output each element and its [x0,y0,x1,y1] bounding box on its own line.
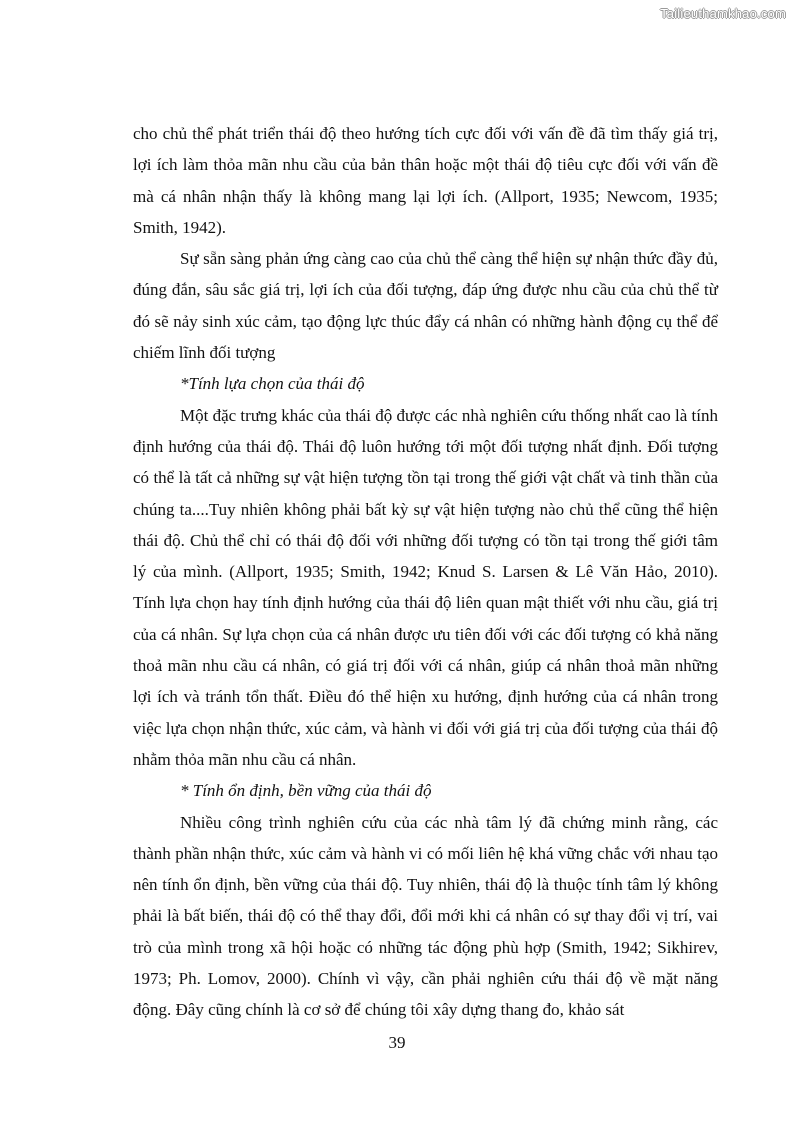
heading-stability: * Tính ổn định, bền vững của thái độ [180,781,432,801]
paragraph-readiness: Sự sẵn sàng phản ứng càng cao của chủ thể càng thể hiện sự nhận thức đầy đủ, đúng đắn, sâu sắc giá trị, lợi ích của đối tượng, đáp ứng được nhu cầu của chủ thể từ đó sẽ nảy sinh xúc cảm, tạo động lực thúc đẩy cá nhân có những hành động cụ thể để chiếm lĩnh đối tượng [133,249,718,363]
paragraph-stability: Nhiều công trình nghiên cứu của các nhà tâm lý đã chứng minh rằng, các thành phần nhận thức, xúc cảm và hành vi có mối liên hệ khá vững chắc với nhau tạo nên tính ổn định, bền vững của thái độ. Tuy nhiên, thái độ là thuộc tính tâm lý không phải là bất biến, thái độ có thể thay đổi, đổi mới khi cá nhân có sự thay đổi vị trí, vai trò của mình trong xã hội hoặc có những tác động phù hợp (Smith, 1942; Sikhirev, 1973; Ph. Lomov, 2000). Chính vì vậy, cần phải nghiên cứu thái độ về mặt năng động. Đây cũng chính là cơ sở để chúng tôi xây dựng thang đo, khảo sát [133,812,718,1020]
page-number: 39 [388,1033,406,1052]
watermark-logo: Tailieuthamkhao.com [660,6,786,21]
document-body [133,118,718,1026]
paragraph-continuation: cho chủ thể phát triển thái độ theo hướng tích cực đối với vấn đề đã tìm thấy giá trị, lợi ích làm thỏa mãn nhu cầu của bản thân hoặc một thái độ tiêu cực đối với vấn đề mà cá nhân nhận thấy là không mang lại lợi ích. (Allport, 1935; Newcom, 1935; Smith, 1942). [133,124,718,237]
paragraph-selectivity: Một đặc trưng khác của thái độ được các nhà nghiên cứu thống nhất cao là tính định hướng của thái độ. Thái độ luôn hướng tới một đối tượng nhất định. Đối tượng có thể là tất cả những sự vật hiện tượng tồn tại trong thế giới vật chất và tinh thần của chúng ta....Tuy nhiên không phải bất kỳ sự vật hiện tượng nào chủ thể cũng thể hiện thái độ. Chủ thể chỉ có thái độ đối với những đối tượng có tồn tại trong thế giới tâm lý của mình. (Allport, 1935; Smith, 1942; Knud S. Larsen & Lê Văn Hảo, 2010). Tính lựa chọn hay tính định hướng của thái độ liên quan mật thiết với nhu cầu, giá trị của cá nhân. Sự lựa chọn của cá nhân được ưu tiên đối với các đối tượng có khả năng thoả mãn nhu cầu cá nhân, có giá trị đối với cá nhân, giúp cá nhân thoả mãn những lợi ích và tránh tổn thất. Điều đó thể hiện xu hướng, định hướng của cá nhân trong việc lựa chọn nhận thức, xúc cảm, và hành vi đối với giá trị của đối tượng của thái độ nhằm thỏa mãn nhu cầu cá nhân. [133,405,718,769]
heading-selectivity: *Tính lựa chọn của thái độ [180,374,365,394]
